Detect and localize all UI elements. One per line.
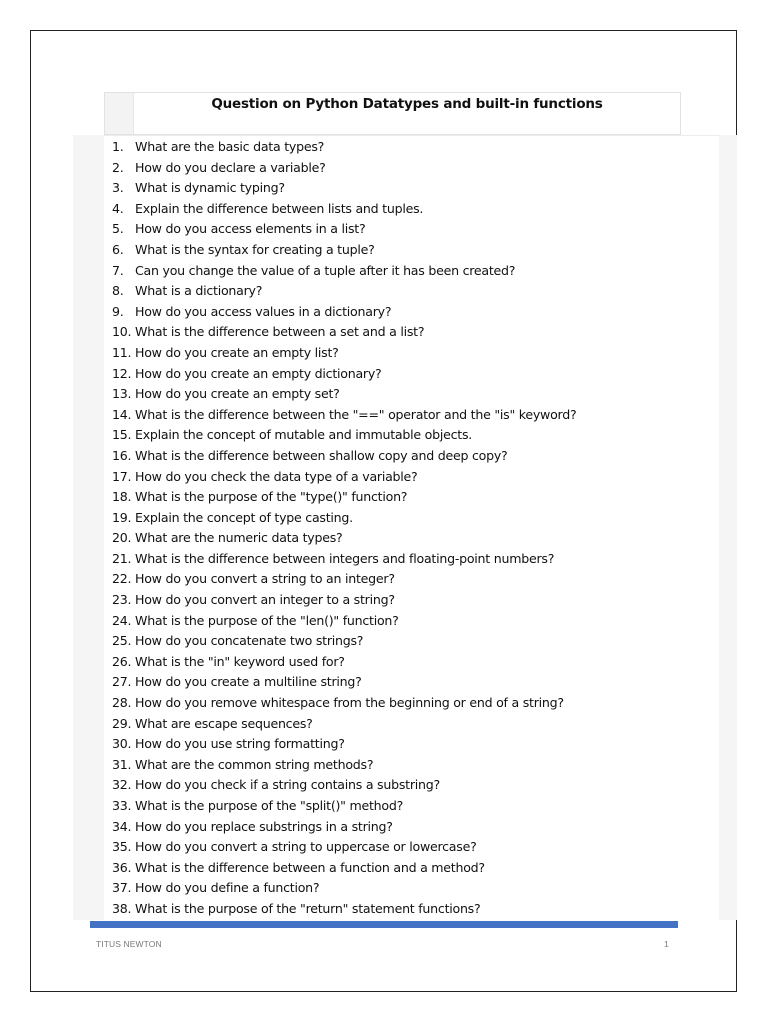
question-number: 17.	[112, 468, 132, 484]
question-text: What are the basic data types?	[135, 139, 325, 154]
question-item	[112, 714, 717, 735]
question-item	[112, 425, 717, 446]
question-item	[112, 322, 717, 343]
question-text: What is the difference between the "==" operator and the "is" keyword?	[135, 406, 577, 422]
question-list	[112, 137, 717, 920]
question-number: 21.	[112, 550, 132, 566]
question-item	[112, 343, 717, 364]
question-text: What are escape sequences?	[135, 715, 313, 731]
question-text: How do you create an empty set?	[135, 386, 340, 402]
question-item	[112, 364, 717, 385]
question-item	[112, 899, 717, 920]
question-text: What is the difference between shallow copy and deep copy?	[135, 447, 508, 463]
question-number: 3.	[112, 180, 124, 196]
question-item	[112, 446, 717, 467]
question-item	[112, 487, 717, 508]
question-number: 19.	[112, 509, 132, 525]
question-text: How do you check the data type of a variable?	[135, 468, 418, 484]
question-number: 31.	[112, 756, 132, 772]
question-number: 36.	[112, 859, 132, 875]
question-number: 34.	[112, 818, 132, 834]
question-number: 15.	[112, 427, 132, 443]
footer-page-number: 1	[664, 939, 669, 949]
question-number: 5.	[112, 221, 124, 237]
question-item	[112, 858, 717, 879]
question-item	[112, 384, 717, 405]
question-number: 2.	[112, 159, 124, 175]
question-text: How do you access values in a dictionary?	[135, 303, 392, 319]
question-text: What is the purpose of the "len()" function?	[135, 612, 399, 628]
question-item	[112, 878, 717, 899]
question-item	[112, 652, 717, 673]
question-item	[112, 240, 717, 261]
question-number: 18.	[112, 489, 132, 505]
question-text: How do you create a multiline string?	[135, 674, 362, 690]
question-text: How do you convert a string to uppercase or lowercase?	[135, 839, 477, 855]
question-number: 20.	[112, 530, 132, 546]
question-item	[112, 734, 717, 755]
question-text: What is the purpose of the "split()" method?	[135, 798, 404, 813]
question-text: Explain the concept of mutable and immutable objects.	[135, 427, 473, 443]
question-text: How do you check if a string contains a substring?	[135, 777, 440, 793]
title-table-cell	[134, 93, 680, 134]
question-number: 32.	[112, 777, 132, 793]
question-item	[112, 261, 717, 282]
title-table-empty-cell	[105, 93, 134, 134]
question-number: 12.	[112, 365, 132, 381]
question-text: Explain the difference between lists and tuples.	[135, 200, 424, 216]
question-text: How do you convert a string to an integer?	[135, 571, 395, 587]
question-text: What is the difference between a function and a method?	[135, 859, 485, 875]
question-text: How do you access elements in a list?	[135, 221, 366, 237]
question-number: 8.	[112, 283, 124, 299]
question-text: How do you replace substrings in a string?	[135, 818, 393, 834]
question-number: 25.	[112, 633, 132, 649]
question-number: 16.	[112, 447, 132, 463]
question-number: 7.	[112, 262, 124, 278]
question-number: 14.	[112, 406, 132, 422]
question-number: 26.	[112, 653, 132, 669]
question-item	[112, 817, 717, 838]
question-number: 22.	[112, 571, 132, 587]
question-item	[112, 178, 717, 199]
question-number: 37.	[112, 880, 132, 896]
question-text: What is the purpose of the "return" statement functions?	[135, 900, 481, 916]
question-item	[112, 775, 717, 796]
question-number: 9.	[112, 303, 124, 319]
footer-author: TITUS NEWTON	[96, 939, 162, 949]
question-number: 23.	[112, 592, 132, 608]
question-text: How do you remove whitespace from the beginning or end of a string?	[135, 695, 564, 711]
question-number: 24.	[112, 612, 132, 628]
question-item	[112, 405, 717, 426]
question-text: What is a dictionary?	[135, 283, 263, 299]
question-number: 35.	[112, 839, 132, 855]
question-item	[112, 611, 717, 632]
question-item	[112, 302, 717, 323]
question-text: How do you use string formatting?	[135, 736, 345, 752]
document-title: Question on Python Datatypes and built-in functions	[211, 96, 603, 112]
title-table	[104, 92, 681, 135]
table-divider	[104, 135, 719, 136]
question-text: What are the numeric data types?	[135, 530, 343, 546]
question-number: 29.	[112, 715, 132, 731]
question-number: 1.	[112, 139, 124, 154]
question-number: 6.	[112, 241, 124, 257]
question-item	[112, 631, 717, 652]
question-text: How do you create an empty dictionary?	[135, 365, 382, 381]
question-item	[112, 837, 717, 858]
question-number: 38.	[112, 900, 132, 916]
question-item	[112, 467, 717, 488]
question-number: 30.	[112, 736, 132, 752]
question-text: What is the syntax for creating a tuple?	[135, 241, 375, 257]
question-text: What is dynamic typing?	[135, 180, 285, 196]
question-text: How do you convert an integer to a string?	[135, 592, 395, 608]
question-number: 33.	[112, 798, 132, 813]
question-text: What is the difference between integers and floating-point numbers?	[135, 550, 555, 566]
question-item	[112, 199, 717, 220]
question-number: 10.	[112, 324, 132, 340]
question-item	[112, 137, 717, 158]
footer-accent-bar	[90, 921, 678, 928]
question-text: Explain the concept of type casting.	[135, 509, 353, 525]
question-item	[112, 508, 717, 529]
question-item	[112, 549, 717, 570]
question-item	[112, 755, 717, 776]
question-number: 4.	[112, 200, 124, 216]
question-text: How do you declare a variable?	[135, 159, 326, 175]
question-item	[112, 158, 717, 179]
question-text: What is the purpose of the "type()" function?	[135, 489, 408, 505]
question-number: 28.	[112, 695, 132, 711]
question-item	[112, 569, 717, 590]
question-item	[112, 281, 717, 302]
question-item	[112, 672, 717, 693]
question-number: 13.	[112, 386, 132, 402]
question-item	[112, 219, 717, 240]
question-text: How do you define a function?	[135, 880, 320, 896]
question-number: 11.	[112, 344, 132, 360]
question-text: How do you concatenate two strings?	[135, 633, 364, 649]
question-text: What is the difference between a set and a list?	[135, 324, 425, 340]
page-margin-shade-left	[73, 135, 104, 920]
page-margin-shade-right	[719, 135, 737, 920]
question-text: What are the common string methods?	[135, 756, 374, 772]
question-text: Can you change the value of a tuple after it has been created?	[135, 262, 516, 278]
question-item	[112, 528, 717, 549]
question-text: What is the "in" keyword used for?	[135, 653, 345, 669]
question-item	[112, 590, 717, 611]
question-item	[112, 796, 717, 817]
question-number: 27.	[112, 674, 132, 690]
question-item	[112, 693, 717, 714]
question-text: How do you create an empty list?	[135, 344, 339, 360]
